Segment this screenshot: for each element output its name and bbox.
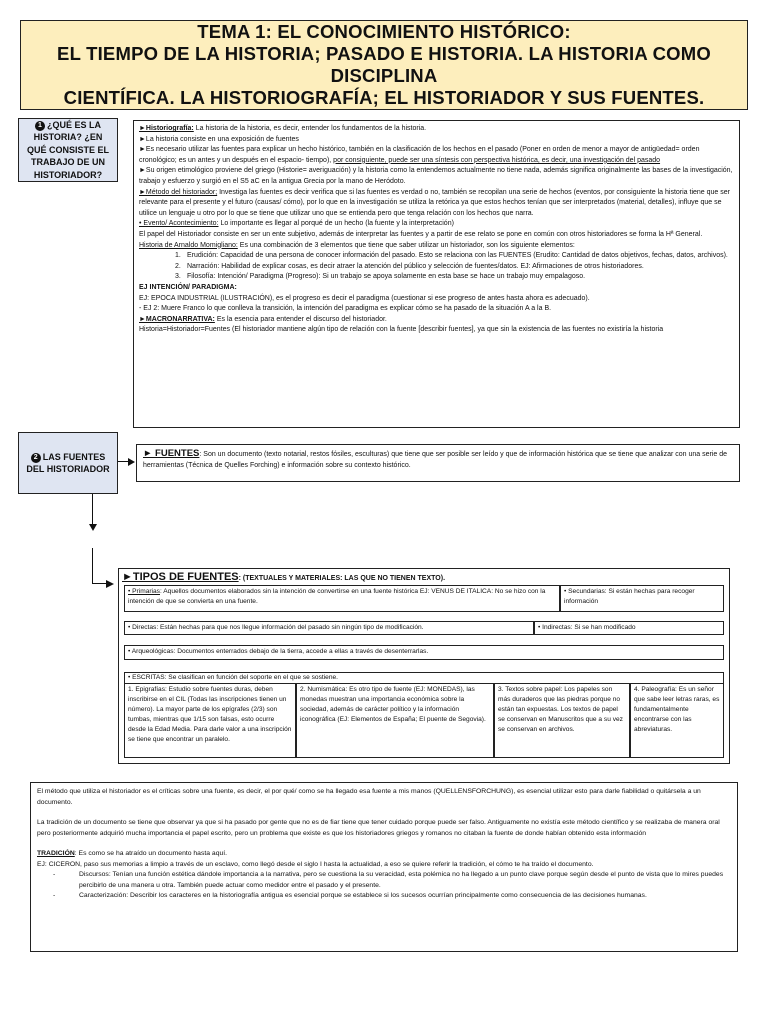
section2-label-box [18, 432, 118, 494]
fuentes-label: ► FUENTES [143, 448, 200, 459]
directas-cell [124, 621, 534, 635]
epigrafia-text: 1. Epigrafías: Estudio sobre fuentes duras, deben inscribirse en el CIL (Todas las inscripciones tienen un número). La mayor parte de los epígrafes (2/3) son tumbas, mientras que 1/15 son falsas, esto ocurre desde la Edad Media. Para darle valor a una inscripción se tiene que encontrar un paralelo. [128, 686, 292, 743]
fuentes-box [136, 444, 740, 482]
tipos-subtitle: : (TEXTUALES Y MATERIALES: LAS QUE NO TIENEN TEXTO). [238, 575, 446, 582]
title-banner [20, 20, 748, 110]
arqueologicas-cell [124, 645, 724, 660]
title-line-2: EL TIEMPO DE LA HISTORIA; PASADO E HISTORIA. LA HISTORIA COMO DISCIPLINA [57, 43, 711, 86]
historiografia-text: La historia de la historia, es decir, entender los fundamentos de la historia. [193, 125, 427, 132]
list-item: 1. Erudición: Capacidad de una persona de conocer información del pasado. Esto se relaciona con las FUENTES (Erudito: Cantidad de datos objetivos, fechas, datos, archivos). [139, 251, 734, 262]
indirectas-cell [534, 621, 724, 635]
tipos-title-text: ►TIPOS DE FUENTES [122, 571, 239, 583]
ej-intencion: EJ INTENCIÓN/ PARADIGMA: [139, 283, 237, 291]
historia-fuentes: Historia=Historiador=Fuentes (El historiador mantiene algún tipo de relación con la fuente [describir fuentes], ya que sin la existencia de las fuentes no existiría la historia [139, 326, 664, 334]
papel-text: 3. Textos sobre papel: Los papeles son más duraderos que las piedras porque no están tan expuestas. Los textos de papel se conservan en Manuscritos que a su vez se conservan en archivos. [498, 686, 623, 733]
macronarrativa-text: Es la esencia para entender el discurso del historiador. [214, 315, 387, 323]
metodo-label: ►Método del historiador; [139, 188, 218, 196]
metodo-text: Investiga las fuentes es decir verifica que si las fuentes es verdad o no, también se recopilan una serie de hechos (eventos, por consiguiente la historia tiene que ser relevante para el presente y el futuro (causas/ cómo), por lo que en la investigación se utiliza la retórica ya que estos hechos tenían que ser interpretados (material, detalles), influye que se utilice un lenguaje u otro por lo que se tiene que utilizar uno que se entienda pero que tenga relación con los hechos que narra. [139, 188, 730, 217]
necesario-line: ►Es necesario utilizar las fuentes para explicar un hecho histórico, también en la clasificación de los hechos en el pasado (Poner en orden de menor a mayor de antigüedad= orden cronológico; es un antes y un después en el espacio- tiempo), [139, 146, 700, 164]
section1-label-box [18, 118, 118, 182]
origen-line: ►Su origen etimológico proviene del griego (Historie= averiguación) y la historia como la entendemos actualmente no tiene nada, además significa originalmente las bases de la investigación, trabajo y esfuerzo y surgió en el S5 aC en la antigua Grecia por la mano de Heródoto. [139, 167, 733, 185]
list-item-text: Narración: Habilidad de explicar cosas, es decir atraer la atención del público y selección de fuentes/datos. EJ: Afirmaciones de otros historiadores. [187, 262, 644, 270]
evento-label: • Evento/ Acontecimiento: [139, 220, 219, 228]
arrow-down-connector [92, 494, 93, 526]
papel-line: El papel del Historiador consiste en ser un ente subjetivo, además de interpretar las fuentes y a partir de ese relato se pone en común con otros historiadores se forma la Hª General. [139, 230, 703, 238]
fuentes-text: : Son un documento (texto notarial, restos fósiles, esculturas) que tiene que ser posible ser leído y que de información histórica que se tiene que analizar con una serie de herramientas (Técnica de Quelles Forching) e información sobre su contexto histórico. [143, 451, 728, 469]
primarias-cell [124, 585, 560, 612]
title-line-1: TEMA 1: EL CONOCIMIENTO HISTÓRICO: [197, 21, 571, 42]
dash-bullet: - [53, 892, 56, 899]
indirectas-text: • Indirectas: Si se han modificado [538, 624, 636, 631]
historiografia-label: ►Historiografía: [139, 125, 194, 132]
evento-text: Lo importante es llegar al porqué de un hecho (la fuente y la interpretación) [218, 220, 454, 228]
connector-vertical [92, 548, 93, 584]
numismatica-cell [296, 683, 494, 758]
primarias-label: • Primarias [128, 588, 160, 595]
number-two-icon: 2 [31, 453, 41, 463]
paleografia-cell [630, 683, 724, 758]
title-line-3: CIENTÍFICA. LA HISTORIOGRAFÍA; EL HISTORIADOR Y SUS FUENTES. [63, 87, 705, 108]
arrow-right-head-icon [128, 458, 135, 466]
tipos-title [122, 571, 445, 583]
secundarias-text: • Secundarias: Si están hechas para recoger información [564, 588, 695, 605]
arqueologicas-text: • Arqueológicas: Documentos enterrados debajo de la tierra, accede a ellas a través de desenterrarlas. [128, 648, 429, 655]
list-item-text: Filosofía: Intención/ Paradigma (Progreso): Si un trabajo se apoya solamente en esta base se hace un trabajo muy empalagoso. [187, 273, 586, 281]
section2-label: LAS FUENTES DEL HISTORIADOR [26, 451, 110, 474]
ej-epoca: EJ: EPOCA INDUSTRIAL (ILUSTRACIÓN), es el progreso es decir el paradigma (cuestionar si ese progreso de antes hasta ahora es adecuado). [139, 294, 590, 302]
list-item [37, 891, 731, 902]
tradicion-box [30, 782, 738, 952]
ej-franco: - EJ 2: Muere Franco lo que conlleva la transición, la intención del paradigma es explicar cómo se ha pasado de la situación A a la B. [139, 305, 552, 313]
caracterizacion-text: Caracterización: Describir los caracteres en la historiografía antigua es esencial porque se establece si los sucesos ocurrían principalmente como consecuencia de las decisiones humanas. [79, 892, 647, 899]
number-one-icon: 1 [35, 121, 45, 131]
primarias-text: : Aquellos documentos elaborados sin la intención de convertirse en una fuente histórica EJ: VENUS DE ITALICA: No se hizo con la intención de que se convierta en una fuente. [128, 588, 546, 605]
tradicion-paragraph: La tradición de un documento se tiene que observar ya que si ha pasado por gente que no es de fiar tiene que tener cuidado porque puede ser falso. Antiguamente no existía este método científico y se realizaba de manera oral pero posteriormente adquirió mucha importancia el papel escrito, pero un problema que existe es que los historiadores griegos y romanos no citaban la fuente de donde habían obtenido esta información [37, 819, 720, 837]
list-item: 3. Filosofía: Intención/ Paradigma (Progreso): Si un trabajo se apoya solamente en esta base se hace un trabajo muy empalagoso. [139, 272, 734, 283]
tradicion-label: TRADICIÓN [37, 850, 75, 857]
momigliano-label: Historia de Arnaldo Momigliano: [139, 241, 238, 249]
arrow-tipos-head-icon [106, 580, 114, 588]
directas-text: • Directas: Están hechas para que nos llegue información del pasado sin ningún tipo de modificación. [128, 624, 424, 631]
ciceron-line: EJ: CICERON, paso sus memorias a limpio a través de un esclavo, como llegó desde el siglo I hasta la actualidad, a eso se quiere referir la tradición, el cómo te ha traído el documento. [37, 860, 594, 868]
list-item-text: Erudición: Capacidad de una persona de conocer información del pasado. Esto se relaciona con las FUENTES (Erudito: Cantidad de datos objetivos, fechas, datos, archivos). [187, 252, 728, 260]
tradicion-text: : Es como se ha atraído un documento hasta aquí. [74, 850, 228, 857]
paleografia-text: 4. Paleografía: Es un señor que sabe leer letras raras, es fundamentalmente encontrarse con las abreviaturas. [634, 686, 720, 733]
list-item: 2. Narración: Habilidad de explicar cosas, es decir atraer la atención del público y selección de fuentes/datos. EJ: Afirmaciones de otros historiadores. [139, 262, 734, 273]
metodo-critico-paragraph: El método que utiliza el historiador es el críticas sobre una fuente, es decir, el por qué/ como se ha llegado esa fuente a mis manos (QUELLENSFORCHUNG), es esencial utilizar esto para darle fiabilidad o quitársela a un documento. [37, 788, 701, 806]
escritas-text: • ESCRITAS: Se clasifican en función del soporte en el que se sostiene. [128, 674, 339, 681]
epigrafia-cell [124, 683, 296, 758]
section1-label: ¿QUÉ ES LA HISTORIA? ¿EN QUÉ CONSISTE EL TRABAJO DE UN HISTORIADOR? [26, 119, 109, 180]
dash-bullet: - [53, 871, 56, 878]
macronarrativa-label: ►MACRONARRATIVA: [139, 315, 215, 323]
papel-cell [494, 683, 630, 758]
arrow-down-head-icon [89, 524, 97, 531]
necesario-underlined: por consiguiente, puede ser una síntesis con perspectiva histórica, es decir, una investigación del pasado [333, 156, 661, 164]
exposicion-line: ►La historia consiste en una exposición de fuentes [139, 135, 299, 143]
section1-content [133, 120, 740, 428]
numismatica-text: 2. Numismática: Es otro tipo de fuente (EJ: MONEDAS), las monedas muestran una importancia económica sobre la sociedad, además de carácter político y la información iconográfica (EJ: Elementos de España; El puente de Segovia). [300, 686, 486, 723]
momigliano-text: Es una combinación de 3 elementos que tiene que saber utilizar un historiador, son los siguiente elementos: [237, 241, 575, 249]
secundarias-cell [560, 585, 724, 612]
list-item [37, 870, 731, 891]
discursos-text: Discursos: Tenían una función estética dándole importancia a la narrativa, pero se cuestiona la su veracidad, esta polémica no ha llegado a un punto clave porque según desde el punto de vista que lo mires puedes percibirlo de una manera u otra. También puede actuar como medidor entre el pasado y el presente. [79, 871, 724, 889]
